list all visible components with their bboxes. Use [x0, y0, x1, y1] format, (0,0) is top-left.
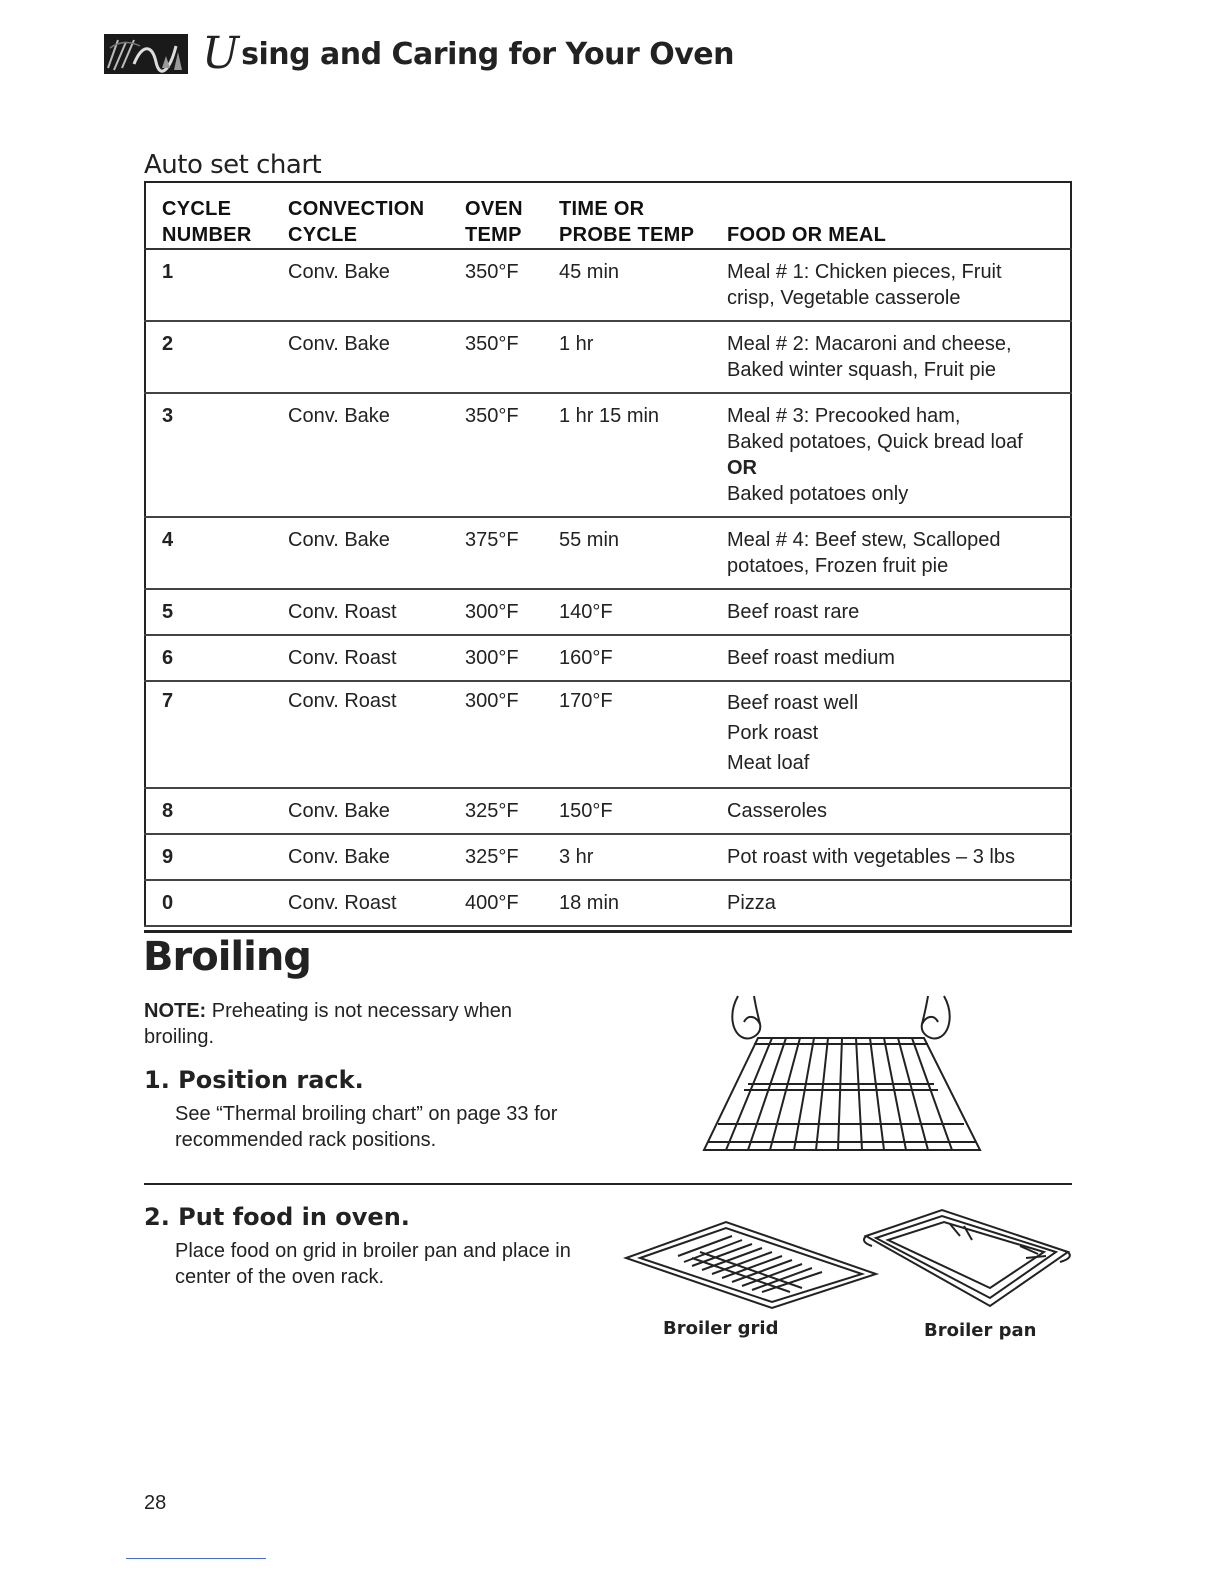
convection-cycle: Conv. Bake — [288, 800, 390, 822]
cycle-number: 4 — [162, 529, 174, 551]
food-or-meal: Beef roast medium — [727, 647, 895, 669]
oven-temp: 350°F — [465, 333, 519, 355]
section-title-broiling: Broiling — [143, 934, 311, 980]
cycle-number: 3 — [162, 405, 174, 427]
time-or-probe-temp: 45 min — [559, 261, 620, 283]
convection-cycle: Conv. Bake — [288, 333, 390, 355]
food-or-meal: Meal # 3: Precooked ham, Baked potatoes, Quick bread loaf OR Baked potatoes only — [727, 405, 1023, 505]
cycle-number: 7 — [162, 690, 174, 712]
time-or-probe-temp: 140°F — [559, 601, 613, 623]
caption-broiler-grid: Broiler grid — [663, 1318, 779, 1339]
oven-temp: 325°F — [465, 846, 519, 868]
food-or-meal: Casseroles — [727, 800, 828, 822]
cycle-number: 9 — [162, 846, 174, 868]
time-or-probe-temp: 160°F — [559, 647, 613, 669]
food-or-meal: Meal # 1: Chicken pieces, Fruit crisp, Vegetable casserole — [727, 261, 1002, 309]
note-text: Preheating is not necessary when broiling. — [144, 1000, 512, 1048]
broiling-note — [144, 998, 574, 1050]
food-or-meal: Pot roast with vegetables – 3 lbs — [727, 846, 1015, 868]
column-header-food-or-meal: FOOD OR MEAL — [727, 182, 1071, 249]
column-header-oven-temp: OVEN TEMP — [465, 182, 559, 249]
oven-temp: 325°F — [465, 800, 519, 822]
table-row — [145, 788, 1071, 834]
section-logo-icon — [104, 34, 188, 74]
oven-rack-illustration — [698, 994, 984, 1156]
convection-cycle: Conv. Bake — [288, 529, 390, 551]
header-title: sing and Caring for Your Oven — [241, 37, 734, 72]
table-row — [145, 321, 1071, 393]
table-row — [145, 880, 1071, 926]
convection-cycle: Conv. Bake — [288, 261, 390, 283]
cycle-number: 2 — [162, 333, 174, 355]
oven-temp: 350°F — [465, 405, 519, 427]
step-1-title: 1. Position rack. — [144, 1066, 364, 1094]
table-row — [145, 589, 1071, 635]
section-divider — [144, 930, 1072, 933]
table-row — [145, 249, 1071, 321]
food-or-meal: Meal # 2: Macaroni and cheese, Baked winter squash, Fruit pie — [727, 333, 1012, 381]
column-header-cycle-number: CYCLE NUMBER — [145, 182, 288, 249]
broiler-pan-illustration — [860, 1206, 1074, 1310]
convection-cycle: Conv. Bake — [288, 405, 390, 427]
oven-temp: 375°F — [465, 529, 519, 551]
food-or-meal: Beef roast well Pork roast Meat loaf — [727, 692, 859, 774]
table-row — [145, 834, 1071, 880]
column-header-convection-cycle: CONVECTION CYCLE — [288, 182, 465, 249]
food-or-meal: Beef roast rare — [727, 601, 860, 623]
oven-temp: 400°F — [465, 892, 519, 914]
page-number: 28 — [144, 1492, 167, 1514]
convection-cycle: Conv. Roast — [288, 647, 397, 669]
column-header-time-or-probe-temp: TIME OR PROBE TEMP — [559, 182, 727, 249]
time-or-probe-temp: 1 hr 15 min — [559, 405, 660, 427]
table-row — [145, 635, 1071, 681]
time-or-probe-temp: 18 min — [559, 892, 620, 914]
page-header — [104, 28, 734, 79]
oven-temp: 350°F — [465, 261, 519, 283]
convection-cycle: Conv. Roast — [288, 892, 397, 914]
table-row — [145, 681, 1071, 788]
table-row — [145, 393, 1071, 517]
step-2-body: Place food on grid in broiler pan and place in center of the oven rack. — [175, 1240, 571, 1288]
oven-temp: 300°F — [465, 601, 519, 623]
step-2-title: 2. Put food in oven. — [144, 1203, 410, 1231]
time-or-probe-temp: 1 hr — [559, 333, 594, 355]
auto-set-chart — [144, 181, 1072, 927]
convection-cycle: Conv. Roast — [288, 601, 397, 623]
food-or-meal: Meal # 4: Beef stew, Scalloped potatoes, Frozen fruit pie — [727, 529, 1001, 577]
oven-temp: 300°F — [465, 690, 519, 712]
cycle-number: 6 — [162, 647, 174, 669]
time-or-probe-temp: 3 hr — [559, 846, 594, 868]
time-or-probe-temp: 150°F — [559, 800, 613, 822]
time-or-probe-temp: 170°F — [559, 690, 613, 712]
convection-cycle: Conv. Roast — [288, 690, 397, 712]
step-1-body: See “Thermal broiling chart” on page 33 for recommended rack positions. — [175, 1103, 558, 1151]
cycle-number: 8 — [162, 800, 174, 822]
time-or-probe-temp: 55 min — [559, 529, 620, 551]
broiler-grid-illustration — [622, 1216, 880, 1312]
table-row — [145, 517, 1071, 589]
food-or-meal: Pizza — [727, 892, 776, 914]
cycle-number: 5 — [162, 601, 174, 623]
step-divider — [144, 1183, 1072, 1185]
caption-broiler-pan: Broiler pan — [924, 1320, 1037, 1341]
note-label: NOTE: — [144, 1000, 207, 1022]
oven-temp: 300°F — [465, 647, 519, 669]
table-header-row — [145, 182, 1071, 249]
convection-cycle: Conv. Bake — [288, 846, 390, 868]
cycle-number: 1 — [162, 261, 174, 283]
bottom-underline — [126, 1558, 266, 1559]
cycle-number: 0 — [162, 892, 174, 914]
chart-title: Auto set chart — [144, 150, 322, 180]
header-title-cap: U — [202, 28, 240, 79]
